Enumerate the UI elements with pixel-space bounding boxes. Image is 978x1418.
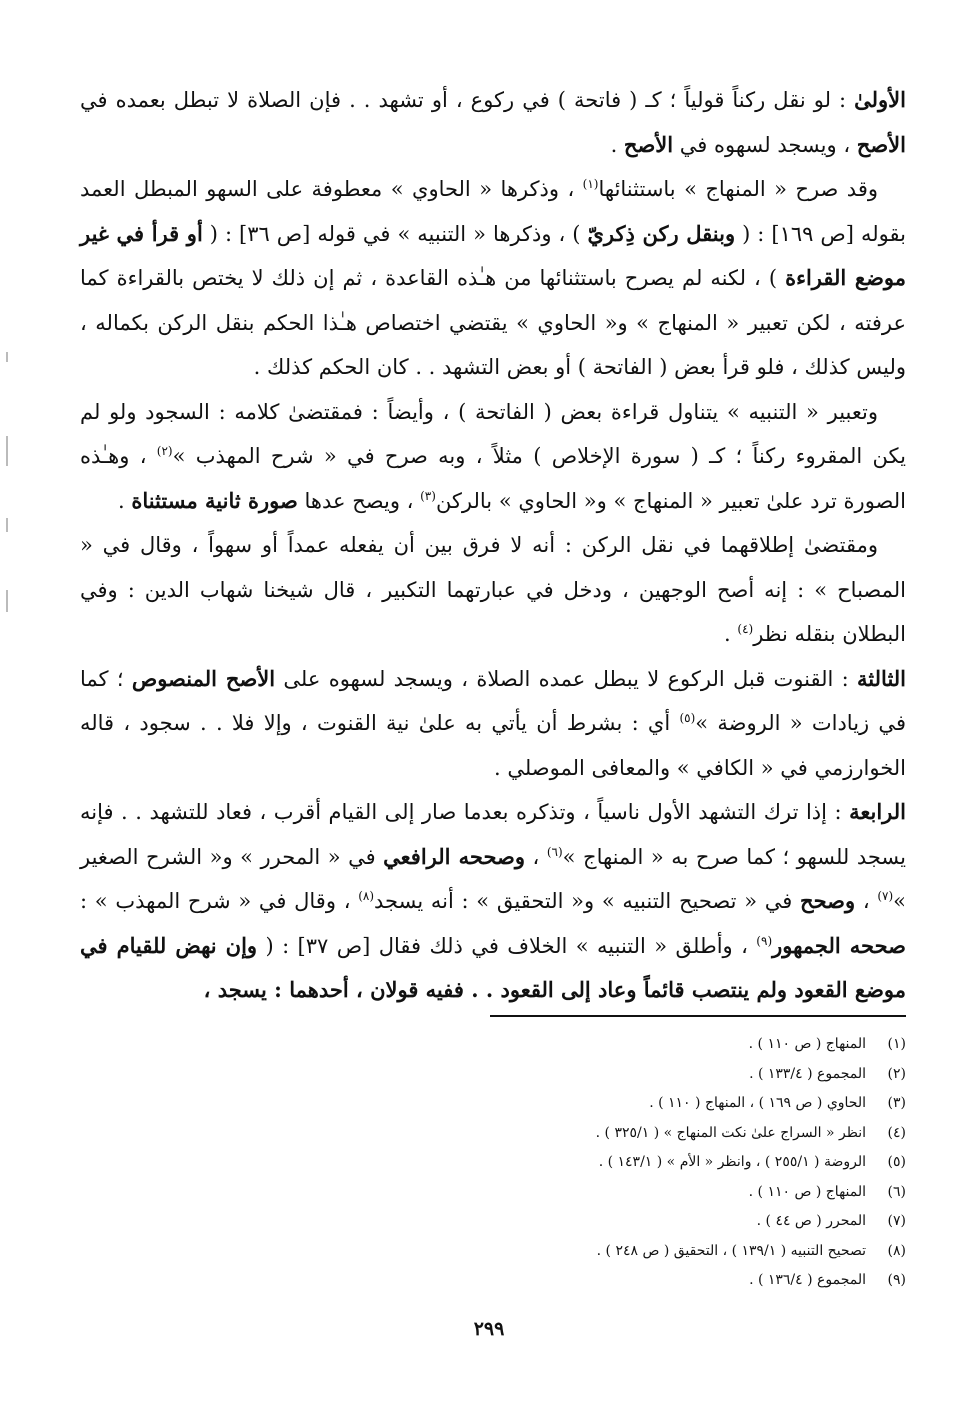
quote: أو قرأ في غير موضع القراءة [80,220,906,290]
text: ) ، لكنه لم يصرح باستثنائها من هـٰذه القاعدة ، ثم إن ذلك لا يختص بالقراءة كما عرفته ، لكن تعبير « المنهاج » و« الحاوي » يقتضي اختصاص هـٰذا الحكم بنقل الركن بكماله ، وليس كذلك ، فلو قرأ بعض ( الفاتحة ) أو بعض التشهد . . كان الحكم كذلك . [80,266,906,379]
text: ، ويصح عدها [297,488,421,513]
text: وتعبير « التنبيه » يتناول قراءة بعض ( الفاتحة ) ، وأيضاً : فمقتضىٰ كلامه : السجود ولو لم يكن المقروء ركناً ؛ كـ ( سورة الإخلاص ) مثلاً ، وبه صرح في « شرح المهذب » [80,399,906,468]
text: . [610,132,624,157]
text: أي : بشرط أن يأتي به علىٰ نية القنوت ، وإلا فلا . . سجود ، قاله الخوارزمي في « الكافي » والمعافى الموصلي . [80,711,906,780]
footnote [80,1089,906,1119]
text: ومقتضىٰ إطلاقهما في نقل الركن : أنه لا فرق بين أن يفعله عمداً أو سهواً ، وقال في « المصباح » : إنه أصح الوجهين ، ودخل في عبارتهما التكبير ، قال شيخنا شهاب الدين : وفي البطلان بنقله نظر [80,533,906,646]
heading-fourth: الرابعة [849,799,906,824]
footnote [80,1119,906,1149]
footnote-text: المنهاج ( ص ١١٠ ) . [748,1036,866,1052]
footnote-ref: (٨) [358,889,375,903]
text: : إذا ترك التشهد الأول ناسياً ، وتذكره بعدما صار إلى القيام أقرب ، فعاد للتشهد . . فإنه يسجد للسهو ؛ كما صرح به « المنهاج » [80,800,906,869]
footnote [80,1030,906,1060]
footnote-number: (٧) [887,1213,906,1229]
footnote-ref: (٢) [156,444,173,458]
footnote-number: (٣) [887,1095,906,1111]
emphasis: وصححه الرافعي [383,843,526,869]
footnote-number: (٦) [887,1183,906,1200]
footnote-ref: (٧) [877,889,894,903]
footnote-number: (٤) [887,1124,906,1141]
emphasis: الأصح [623,131,674,157]
footnote-ref: (٦) [546,844,563,859]
paragraph-itlaq [80,523,906,657]
footnote [80,1266,906,1296]
margin-mark [6,518,8,532]
text: : القنوت قبل الركوع لا يبطل عمده الصلاة ، ويسجد لسهوه على [275,666,858,691]
margin-mark [6,590,8,612]
footnote-ref: (٥) [679,711,696,725]
paragraph-third [80,657,906,791]
emphasis: صورة ثانية مستثناة [131,487,298,513]
footnote [80,1237,906,1267]
footnote-text: المجموع ( ١٣٦/٤ ) . [749,1272,866,1288]
quote: وبنقل ركن ذِكريّ [587,220,736,246]
paragraph-fourth [80,790,906,1013]
quote: وإن نهض للقيام في موضع القعود ولم ينتصب قائماً وعاد إلى القعود . . ففيه قولان ، أحدهما : يسجد ، [80,932,906,1002]
text: وقد صرح « المنهاج » باستثنائها [598,177,878,201]
paragraph-minhaj [80,167,906,390]
emphasis: صححه الجمهور [772,932,906,958]
footnote-text: انظر « السراج علىٰ نكت المنهاج » ( ٣٢٥/١ ) . [595,1124,866,1141]
footnote [80,1148,906,1178]
emphasis: الأصح المنصوص [131,665,276,691]
text: : لو نقل ركناً قولياً ؛ كـ ( فاتحة ) في ركوع ، أو تشهد . . فإن الصلاة لا تبطل بعمده في [80,88,855,112]
text: في « تصحيح التنبيه » و« التحقيق » : أنه يسجد [374,889,801,913]
footnote-text: تصحيح التنبيه ( ١٣٩/١ ) ، التحقيق ( ص ٢٤٨ ) . [596,1242,866,1259]
text: ، وهـٰذه الصورة ترد علىٰ تعبير « المنهاج » و« الحاوي » بالركن [80,444,906,513]
footnote-text: المحرر ( ص ٤٤ ) . [756,1213,866,1229]
footnote [80,1207,906,1237]
footnote-number: (٨) [887,1242,906,1259]
paragraph-first [80,78,906,167]
margin-mark [6,436,8,466]
text: ؛ كما في زيادات « الروضة » [80,666,906,735]
footnote [80,1060,906,1090]
text: ، [525,844,547,869]
footnote-number: (٩) [887,1272,906,1288]
text: ) ، وذكرها « التنبيه » في قوله [ص ٣٦] : ( [202,221,588,246]
main-text [80,78,906,1013]
text: . [724,622,738,646]
footnote-ref: (١) [582,177,599,191]
emphasis: الأصح [856,131,906,157]
text: ، ويسجد لسهوه في [673,132,857,157]
heading-third: الثالثة [857,665,907,691]
footnote-ref: (٣) [420,488,436,503]
footnote-number: (٢) [887,1065,906,1082]
page-number: ٢٩٩ [473,1318,505,1340]
emphasis: وصحح [800,888,856,913]
footnote-separator [490,1015,906,1017]
text: ، وقال في « شرح المهذب » : [80,889,359,913]
footnote-text: الحاوي ( ص ١٦٩ ) ، المنهاج ( ١١٠ ) . [649,1095,866,1111]
text: في « المحرر » و« الشرح الصغير » [80,844,906,913]
text: ، وأطلق « التنبيه » الخلاف في ذلك فقال [ص ٣٧] : ( [257,933,757,958]
footnotes [80,1030,906,1296]
paragraph-tanbih [80,390,906,524]
footnote-number: (٥) [887,1154,906,1170]
heading-first: الأولىٰ [854,87,906,112]
footnote-text: الروضة ( ٢٥٥/١ ) ، وانظر « الأم » ( ١٤٣/١ ) . [598,1154,866,1170]
margin-mark [6,352,8,362]
footnote [80,1178,906,1208]
footnote-ref: (٤) [737,622,754,636]
text: . [117,488,132,513]
footnote-ref: (٩) [756,933,773,948]
footnote-text: المجموع ( ١٣٣/٤ ) . [749,1065,866,1082]
text: ، وذكرها « الحاوي » معطوفة على السهو المبطل العمد بقوله [ص ١٦٩] : ( [80,177,906,246]
footnote-number: (١) [887,1036,906,1052]
text: ، [855,889,878,913]
footnote-text: المنهاج ( ص ١١٠ ) . [748,1183,866,1200]
